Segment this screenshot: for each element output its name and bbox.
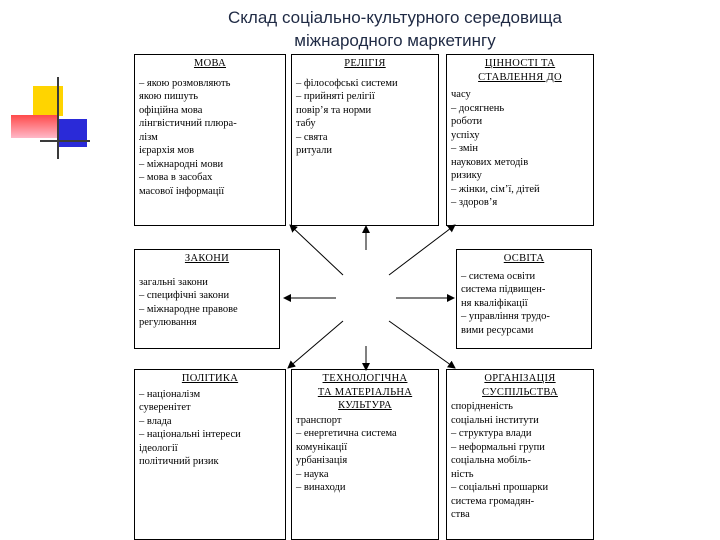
box-polityka-line: суверенітет — [139, 402, 191, 413]
box-osvita-line: вими ресурсами — [461, 324, 534, 336]
title-line-1: Склад соціально-культурного середовища — [228, 8, 562, 27]
box-tsinnosti-line: часу — [451, 89, 471, 100]
box-orhanizatsiya-line: соціальна мобіль- — [451, 455, 531, 466]
box-tekhnolohiya-line: урбанізація — [296, 455, 348, 466]
box-tsinnosti-line: успіху — [451, 129, 480, 141]
box-mova-line: лінгвістичний плюра- — [139, 118, 237, 129]
box-tsinnosti-line: – жінки, сім’ї, дітей — [451, 183, 540, 195]
box-osvita-line: ня кваліфікації — [461, 297, 528, 309]
box-polityka-line: – влада — [139, 415, 172, 427]
box-mova-line: – мова в засобах — [139, 172, 213, 183]
box-orhanizatsiya-line: спорідненість — [451, 401, 513, 412]
box-orhanizatsiya-line: соціальні інститути — [451, 414, 539, 426]
box-mova — [134, 54, 286, 226]
box-zakony-line: загальні закони — [139, 276, 208, 288]
box-polityka-line: – націоналізм — [139, 388, 201, 400]
box-tekhnolohiya-header — [296, 372, 434, 413]
box-osvita-header: ОСВІТА — [503, 253, 545, 264]
box-tsinnosti-line: роботи — [451, 116, 483, 127]
box-mova-line: масової інформації — [139, 185, 225, 197]
box-zakony-line: – специфічні закони — [139, 290, 230, 301]
box-polityka — [134, 369, 286, 540]
box-tsinnosti-header — [451, 57, 589, 84]
box-orhanizatsiya-header — [451, 372, 589, 399]
box-zakony-header: ЗАКОНИ — [184, 253, 230, 264]
box-tekhnolohiya-line: транспорт — [296, 414, 342, 426]
box-mova-line: лізм — [139, 131, 158, 143]
box-mova-line: ієрархія мов — [139, 145, 195, 156]
box-tekhnolohiya-line: – наука — [296, 468, 329, 480]
arrow-to-mova — [290, 225, 343, 275]
box-polityka-header: ПОЛІТИКА — [181, 373, 239, 384]
box-religiya-line: ритуали — [296, 145, 333, 156]
box-zakony-line: регулювання — [139, 317, 197, 328]
box-religiya-line: табу — [296, 118, 316, 129]
box-polityka-line: – національні інтереси — [139, 429, 241, 440]
box-tekhnolohiya-header-line-1: ТЕХНОЛОГІЧНА — [322, 373, 408, 384]
box-tekhnolohiya-line: – енергетична система — [296, 428, 397, 439]
box-religiya-line: – свята — [296, 131, 328, 143]
box-orhanizatsiya-line: ства — [451, 509, 470, 520]
box-mova-header: МОВА — [193, 58, 227, 69]
box-tsinnosti — [446, 54, 594, 226]
box-tekhnolohiya — [291, 369, 439, 540]
arrow-to-tsinnosti — [389, 225, 455, 275]
box-mova-line: – міжнародні мови — [139, 158, 224, 170]
box-religiya-line: – прийняті релігії — [296, 91, 375, 102]
box-religiya-header: РЕЛІГІЯ — [344, 58, 386, 69]
box-osvita — [456, 249, 592, 349]
box-polityka-line: ідеології — [139, 442, 178, 454]
box-osvita-line: система підвищен- — [461, 284, 546, 295]
box-orhanizatsiya-header-line-2: СУСПІЛЬСТВА — [482, 386, 558, 398]
box-orhanizatsiya — [446, 369, 594, 540]
box-osvita-line: – управління трудо- — [461, 311, 550, 322]
box-polityka-line: політичний ризик — [139, 456, 219, 467]
box-tsinnosti-line: ризику — [451, 170, 482, 181]
box-tsinnosti-header-line-2: СТАВЛЕННЯ ДО — [478, 71, 562, 83]
box-religiya-line: повір’я та норми — [296, 104, 372, 116]
box-tekhnolohiya-line: комунікації — [296, 441, 348, 453]
box-mova-line: офіційна мова — [139, 104, 203, 116]
box-zakony-line: – міжнародне правове — [139, 303, 238, 315]
box-religiya-line: – філософські системи — [296, 77, 398, 89]
box-tekhnolohiya-header-line-2: ТА МАТЕРІАЛЬНА — [317, 386, 413, 398]
box-mova-line: якою пишуть — [139, 91, 199, 102]
box-tekhnolohiya-header-line-3: КУЛЬТУРА — [338, 400, 392, 411]
box-orhanizatsiya-line: – неформальні групи — [451, 441, 545, 453]
box-mova-line: – якою розмовляють — [139, 77, 231, 89]
box-orhanizatsiya-line: – соціальні прошарки — [451, 482, 549, 493]
box-orhanizatsiya-line: ність — [451, 468, 474, 480]
box-tsinnosti-line: – змін — [451, 143, 479, 154]
box-tsinnosti-line: наукових методів — [451, 156, 529, 168]
box-tsinnosti-line: – досягнень — [451, 102, 505, 114]
arrow-to-orhanizatsiya — [389, 321, 455, 368]
box-orhanizatsiya-line: система громадян- — [451, 495, 535, 507]
box-tsinnosti-line: – здоров’я — [451, 197, 498, 208]
box-religiya — [291, 54, 439, 226]
box-zakony — [134, 249, 280, 349]
box-tekhnolohiya-line: – винаходи — [296, 482, 346, 493]
title-line-2: міжнародного маркетингу — [294, 31, 496, 50]
box-tsinnosti-header-line-1: ЦІННОСТІ ТА — [484, 58, 556, 69]
box-orhanizatsiya-line: – структура влади — [451, 428, 532, 439]
box-osvita-line: – система освіти — [461, 270, 536, 282]
box-orhanizatsiya-header-line-1: ОРГАНІЗАЦІЯ — [484, 373, 556, 384]
arrow-to-polityka — [288, 321, 343, 368]
